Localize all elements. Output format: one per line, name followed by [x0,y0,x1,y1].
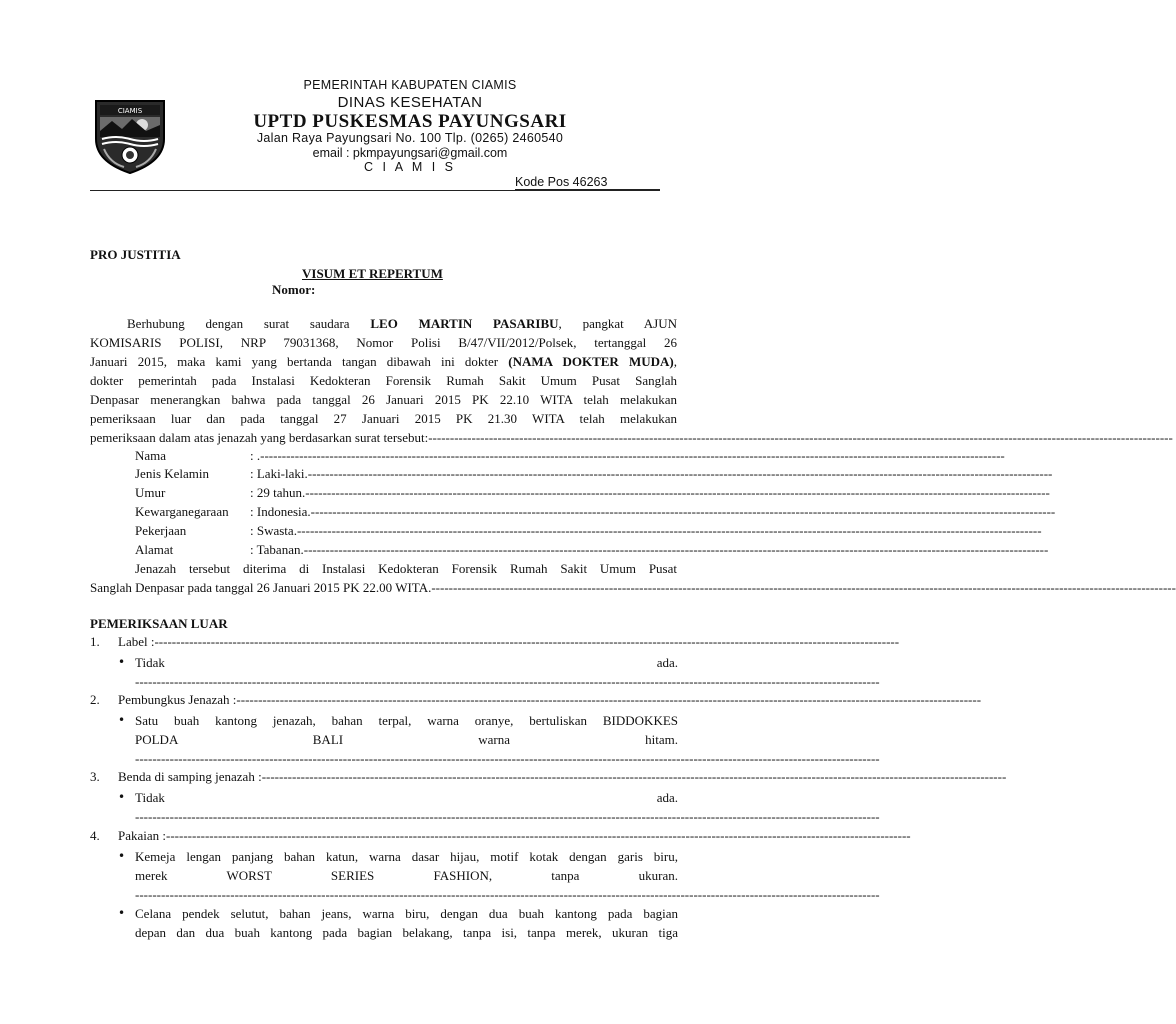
intro-line-2: KOMISARIS POLISI, NRP 79031368, Nomor Polisi B/47/VII/2012/Polsek, tertanggal 26 [90,335,677,350]
exam-finding: POLDA BALI warna hitam. [135,732,678,747]
identity-value-text: : . [250,448,261,463]
bullet-icon: • [118,655,126,669]
identity-label: Alamat [135,542,174,557]
intro-line-4: dokter pemerintah pada Instalasi Kedokteran Forensik Rumah Sakit Umum Pusat Sanglah [90,373,677,388]
dash-filler: ---------------------------------------------------------------------------------------------------------------------------------------------------------------------------- [431,580,1176,595]
dash-filler: ---------------------------------------------------------------------------------------------------------------------------------------------------------------------------- [154,634,900,649]
dash-filler: ---------------------------------------------------------------------------------------------------------------------------------------------------------------------------- [135,887,880,902]
exam-item-label-text: Pembungkus Jenazah : [118,692,237,707]
dash-filler: ---------------------------------------------------------------------------------------------------------------------------------------------------------------------------- [135,674,880,689]
bullet-icon: • [118,906,126,920]
intro-line-6: pemeriksaan luar dan pada tanggal 27 Januari 2015 PK 21.30 WITA telah melakukan [90,411,677,426]
document-number-label: Nomor: [272,282,316,297]
dash-filler: ---------------------------------------------------------------------------------------------------------------------------------------------------------------------------- [135,809,880,824]
exam-finding-text: ada. [656,655,678,670]
identity-value-text: : Swasta. [250,523,297,538]
intro-text: , [673,354,677,369]
received-line-2 [90,578,1176,597]
identity-value [250,483,1050,502]
identity-value [250,502,1056,521]
dash-filler: ---------------------------------------------------------------------------------------------------------------------------------------------------------------------------- [261,769,1007,784]
identity-value [250,540,1049,559]
identity-label: Nama [135,448,167,463]
dash-filler: ---------------------------------------------------------------------------------------------------------------------------------------------------------------------------- [296,523,1042,538]
exam-finding-text: Tidak [135,655,165,670]
letterhead-address: Jalan Raya Payungsari No. 100 Tlp. (0265) 2460540 [256,131,564,145]
identity-value [250,521,1042,540]
dash-filler: ---------------------------------------------------------------------------------------------------------------------------------------------------------------------------- [135,751,880,766]
dash-filler-line [135,749,880,768]
dash-filler: ---------------------------------------------------------------------------------------------------------------------------------------------------------------------------- [303,542,1049,557]
dash-filler: ---------------------------------------------------------------------------------------------------------------------------------------------------------------------------- [307,466,1053,481]
intro-text: pemeriksaan dalam atas jenazah yang berdasarkan surat tersebut: [90,430,429,445]
intro-text: , pangkat AJUN [558,316,677,331]
document-title: VISUM ET REPERTUM [302,266,443,281]
dash-filler-line [135,885,880,904]
dash-filler: ---------------------------------------------------------------------------------------------------------------------------------------------------------------------------- [305,485,1050,500]
letterhead-divider [90,190,660,191]
identity-label: Kewarganegaraan [135,504,229,519]
received-text: Sanglah Denpasar pada tanggal 26 Januari 2015 PK 22.00 WITA. [90,580,432,595]
exam-item-label [118,767,1007,786]
exam-item-number: 2. [90,692,100,707]
exam-item-label-text: Pakaian : [118,828,167,843]
intro-line-5: Denpasar menerangkan bahwa pada tanggal 26 Januari 2015 PK 22.10 WITA telah melakukan [90,392,677,407]
exam-item-label [118,826,911,845]
dash-filler: ---------------------------------------------------------------------------------------------------------------------------------------------------------------------------- [310,504,1056,519]
ciamis-regency-emblem-icon [90,95,170,175]
identity-label: Umur [135,485,166,500]
dash-filler-line [135,807,880,826]
exam-item-label-text: Benda di samping jenazah : [118,769,262,784]
letterhead-email: email : pkmpayungsari@gmail.com [312,146,508,160]
identity-value-text: : 29 tahun. [250,485,306,500]
intro-line-1 [127,314,677,333]
dash-filler: ---------------------------------------------------------------------------------------------------------------------------------------------------------------------------- [428,430,1173,445]
dash-filler: ---------------------------------------------------------------------------------------------------------------------------------------------------------------------------- [166,828,911,843]
letterhead-postal-code: Kode Pos 46263 [515,175,608,189]
bullet-icon: • [118,713,126,727]
identity-label: Jenis Kelamin [135,466,210,481]
identity-value [250,446,1005,465]
dash-filler: ---------------------------------------------------------------------------------------------------------------------------------------------------------------------------- [236,692,982,707]
dash-filler-line [135,672,880,691]
identity-value-text: : Indonesia. [250,504,311,519]
letterhead-city: C I A M I S [363,160,457,174]
letterhead-government: PEMERINTAH KABUPATEN CIAMIS [303,78,517,92]
exam-item-number: 4. [90,828,100,843]
identity-value-text: : Tabanan. [250,542,304,557]
exam-item-label [118,690,982,709]
exam-finding-text: ada. [656,790,678,805]
exam-item-label [118,632,900,651]
letterhead-institution: UPTD PUSKESMAS PAYUNGSARI [253,111,567,132]
requester-name: LEO MARTIN PASARIBU [370,316,559,331]
exam-finding-text: Tidak [135,790,165,805]
exam-finding [135,653,678,672]
exam-item-number: 3. [90,769,100,784]
exam-finding [135,788,678,807]
identity-value-text: : Laki-laki. [250,466,308,481]
intro-line-3 [90,352,677,371]
identity-label: Pekerjaan [135,523,187,538]
bullet-icon: • [118,849,126,863]
exam-item-label-text: Label : [118,634,155,649]
received-line-1: Jenazah tersebut diterima di Instalasi Kedokteran Forensik Rumah Sakit Umum Pusat [135,561,677,576]
identity-value [250,464,1053,483]
dash-filler: ---------------------------------------------------------------------------------------------------------------------------------------------------------------------------- [260,448,1005,463]
bullet-icon: • [118,790,126,804]
exam-heading: PEMERIKSAAN LUAR [90,616,228,631]
exam-finding: Celana pendek selutut, bahan jeans, warna biru, dengan dua buah kantong pada bagian [135,906,678,921]
pro-justitia: PRO JUSTITIA [90,247,181,262]
intro-line-7 [90,428,1173,447]
exam-finding: depan dan dua buah kantong pada bagian belakang, tanpa isi, tanpa merek, ukuran tiga [135,925,678,940]
exam-finding: Satu buah kantong jenazah, bahan terpal, warna oranye, bertuliskan BIDDOKKES [135,713,678,728]
logo-text: CIAMIS [117,107,143,115]
intro-text: Berhubung dengan surat saudara [127,316,371,331]
doctor-name: (NAMA DOKTER MUDA) [508,354,674,369]
exam-item-number: 1. [90,634,100,649]
intro-text: Januari 2015, maka kami yang bertanda tangan dibawah ini dokter [90,354,509,369]
exam-finding: merek WORST SERIES FASHION, tanpa ukuran. [135,868,678,883]
letterhead-department: DINAS KESEHATAN [337,94,483,111]
exam-finding: Kemeja lengan panjang bahan katun, warna dasar hijau, motif kotak dengan garis biru, [135,849,678,864]
